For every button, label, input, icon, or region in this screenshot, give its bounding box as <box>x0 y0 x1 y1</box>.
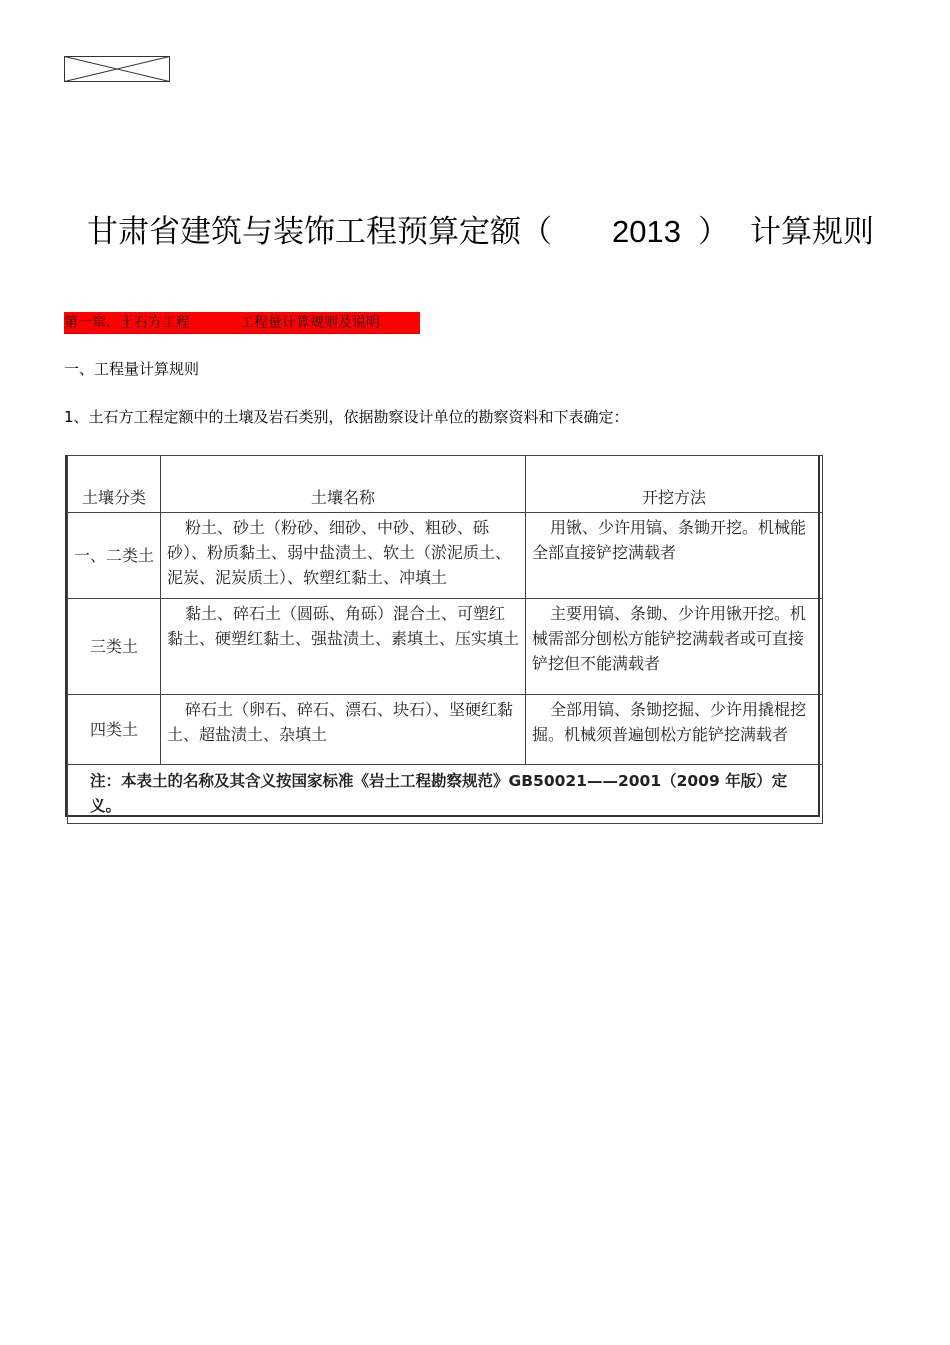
table-row <box>68 695 823 765</box>
header-soil-name: 土壤名称 <box>161 456 526 513</box>
soil-names: 碎石土（卵石、碎石、漂石、块石）、坚硬红黏土、超盐渍土、杂填土 <box>161 695 526 765</box>
title-main: 甘肃省建筑与装饰工程预算定额（ <box>87 214 552 250</box>
table-row <box>68 599 823 695</box>
table-header-row <box>68 456 823 513</box>
section-heading: 一、工程量计算规则 <box>64 360 200 378</box>
soil-names: 粉土、砂土（粉砂、细砂、中砂、粗砂、砾砂）、粉质黏土、弱中盐渍土、软土（淤泥质土、泥炭、泥炭质土）、软塑红黏土、冲填土 <box>161 513 526 599</box>
soil-names: 黏土、碎石土（圆砾、角砾）混合土、可塑红黏土、硬塑红黏土、强盐渍土、素填土、压实填土 <box>161 599 526 695</box>
table-note-row <box>68 765 823 824</box>
chapter-heading-part1: 第一章、土石方工程 <box>64 315 190 331</box>
title-year: 2013 <box>612 214 681 249</box>
excavation-method: 主要用镐、条锄、少许用锹开挖。机械需部分刨松方能铲挖满载者或可直接铲挖但不能满载者 <box>526 599 823 695</box>
excavation-method: 用锹、少许用镐、条锄开挖。机械能全部直接铲挖满载者 <box>526 513 823 599</box>
title-close-paren: ） <box>698 214 729 250</box>
table-row <box>68 513 823 599</box>
table-note: 注：本表土的名称及其含义按国家标准《岩土工程勘察规范》GB50021——2001（2009 年版）定义。 <box>68 765 823 824</box>
rule-1-text: 1、土石方工程定额中的土壤及岩石类别，依据勘察设计单位的勘察资料和下表确定： <box>64 408 629 426</box>
broken-image-placeholder <box>64 56 170 82</box>
header-excavation-method: 开挖方法 <box>526 456 823 513</box>
soil-classification-table <box>65 455 820 817</box>
excavation-method: 全部用镐、条锄挖掘、少许用撬棍挖掘。机械须普遍刨松方能铲挖满载者 <box>526 695 823 765</box>
chapter-heading <box>64 312 420 334</box>
title-tail: 计算规则 <box>750 214 874 250</box>
image-placeholder-icon <box>64 56 170 82</box>
soil-category: 三类土 <box>68 599 161 695</box>
page-title <box>0 210 950 254</box>
soil-category: 一、二类土 <box>68 513 161 599</box>
chapter-heading-part2: 工程量计算规则及说明 <box>240 315 380 331</box>
soil-category: 四类土 <box>68 695 161 765</box>
header-soil-category: 土壤分类 <box>68 456 161 513</box>
